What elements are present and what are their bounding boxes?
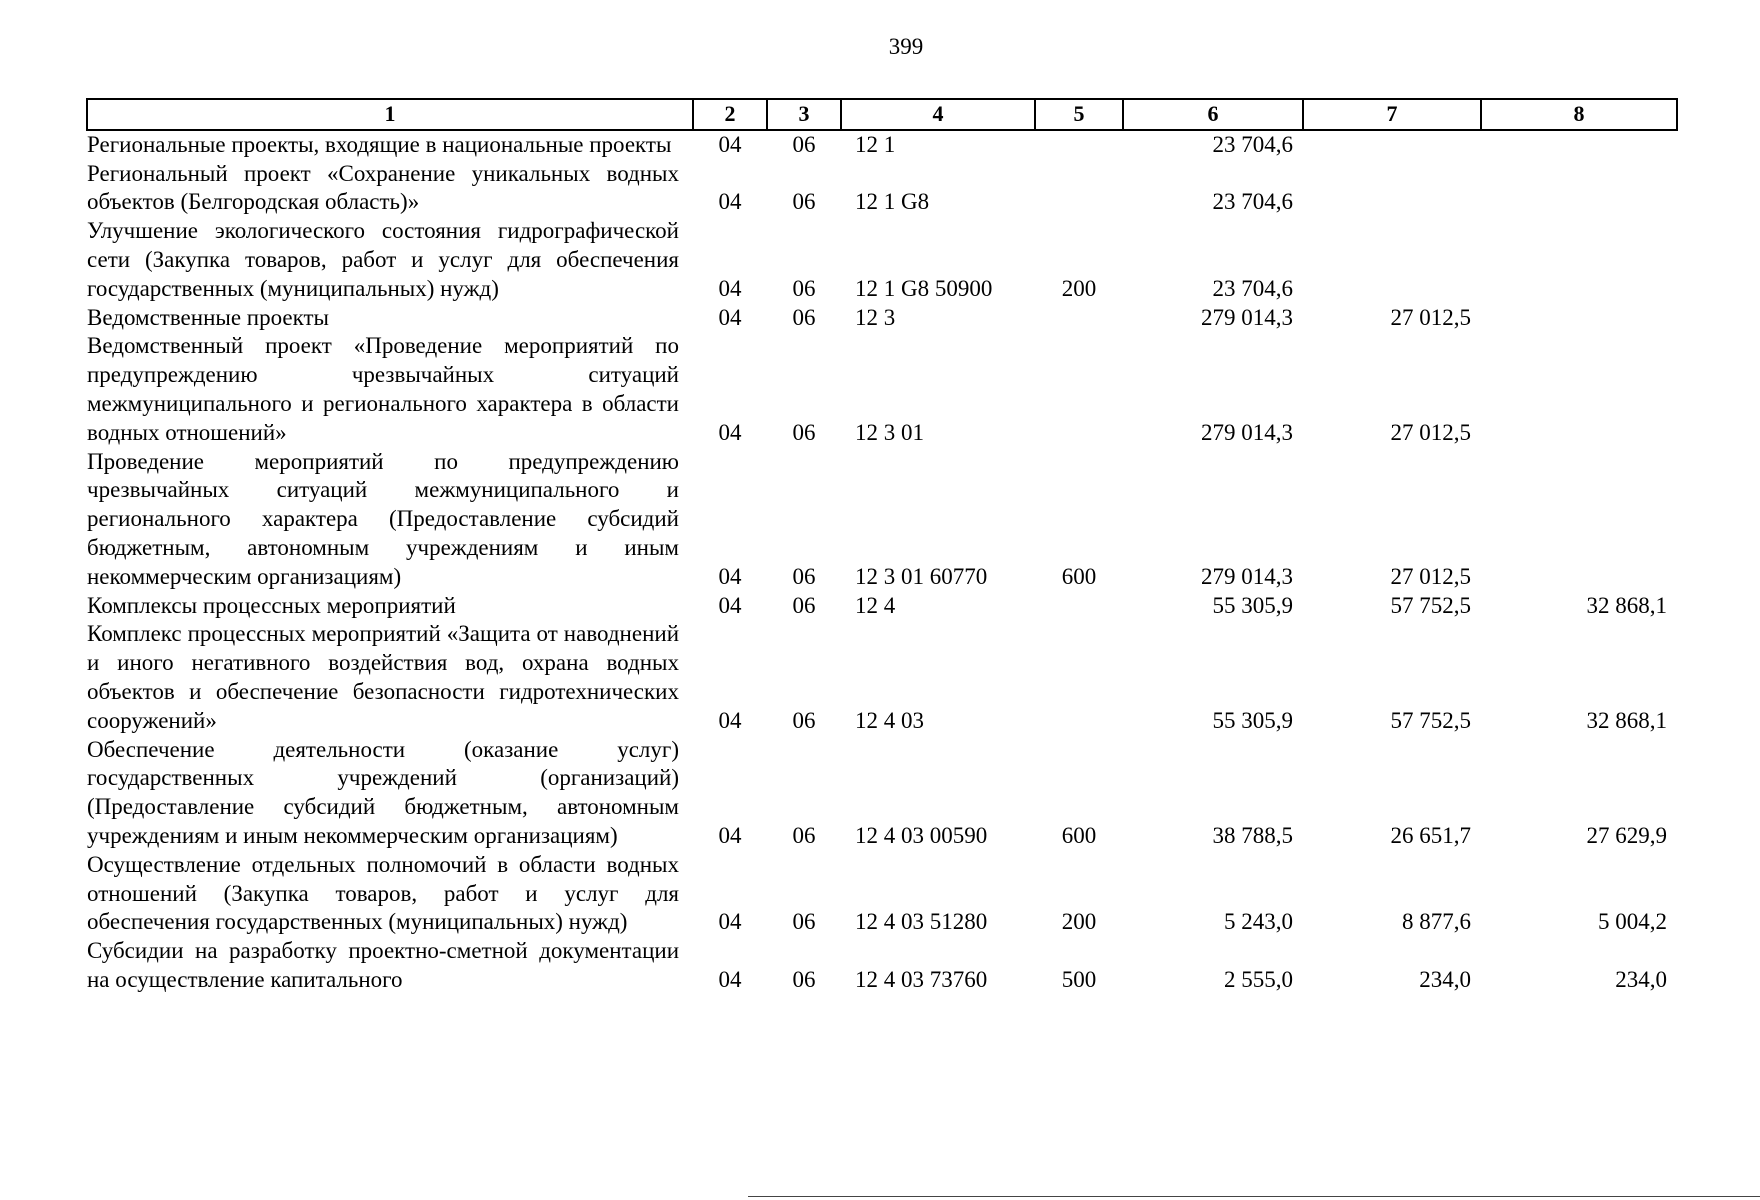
table-header-row <box>87 99 1677 130</box>
row-code-cell: 12 3 01 60770 <box>855 563 988 589</box>
table-row <box>87 160 1677 218</box>
row-code-cell: 12 1 G8 <box>855 189 930 215</box>
row-col-5-cell <box>1035 592 1123 621</box>
row-col-8-cell <box>1481 160 1677 218</box>
row-col-7-cell: 8 877,6 <box>1402 909 1471 935</box>
row-col-3-cell: 06 <box>792 592 816 618</box>
row-name-cell: Улучшение экологического состояния гидрографической сети (Закупка товаров, работ и услуг для обеспечения государственных (муниципальных) нужд) <box>87 218 679 301</box>
row-col-5-cell <box>1035 130 1123 160</box>
header-col-5: 5 <box>1035 99 1123 130</box>
header-col-4: 4 <box>841 99 1035 130</box>
header-col-2: 2 <box>693 99 767 130</box>
row-col-5-cell <box>1035 160 1123 218</box>
row-col-6-cell: 279 014,3 <box>1201 419 1293 445</box>
row-code-cell: 12 1 G8 50900 <box>855 275 993 301</box>
row-col-5-cell <box>1035 620 1123 735</box>
row-col-3-cell: 06 <box>792 966 816 992</box>
row-col-2-cell: 04 <box>718 822 742 848</box>
row-col-8-cell: 32 868,1 <box>1586 592 1667 618</box>
table-row <box>87 592 1677 621</box>
row-col-8-cell <box>1481 332 1677 447</box>
row-col-7-cell <box>1303 217 1481 303</box>
row-col-5-cell <box>1035 304 1123 333</box>
row-code-cell: 12 3 01 <box>855 419 924 445</box>
row-col-5-cell: 500 <box>1061 966 1097 992</box>
row-col-8-cell <box>1481 304 1677 333</box>
row-col-5-cell: 600 <box>1061 563 1097 589</box>
row-col-3-cell: 06 <box>792 304 816 330</box>
row-name-cell: Ведомственный проект «Проведение мероприятий по предупреждению чрезвычайных ситуаций межмуниципального и регионального характера в области водных отношений» <box>87 333 679 445</box>
row-col-2-cell: 04 <box>718 304 742 330</box>
row-col-3-cell: 06 <box>792 909 816 935</box>
row-col-5-cell: 200 <box>1061 275 1097 301</box>
row-col-8-cell <box>1481 217 1677 303</box>
bottom-rule <box>748 1196 1760 1197</box>
row-col-6-cell: 23 704,6 <box>1212 189 1293 215</box>
row-col-7-cell: 27 012,5 <box>1390 304 1471 330</box>
row-code-cell: 12 3 <box>855 304 896 330</box>
row-col-2-cell: 04 <box>718 419 742 445</box>
row-col-8-cell: 234,0 <box>1615 966 1667 992</box>
row-col-7-cell <box>1303 130 1481 160</box>
row-name-cell: Комплексы процессных мероприятий <box>87 592 456 618</box>
table-row <box>87 620 1677 735</box>
table-row <box>87 332 1677 447</box>
row-col-2-cell: 04 <box>718 131 742 157</box>
row-col-6-cell: 23 704,6 <box>1212 275 1293 301</box>
row-col-3-cell: 06 <box>792 275 816 301</box>
row-col-6-cell: 2 555,0 <box>1224 966 1293 992</box>
table-row <box>87 937 1677 995</box>
row-col-6-cell: 38 788,5 <box>1212 822 1293 848</box>
row-col-6-cell: 279 014,3 <box>1201 563 1293 589</box>
row-code-cell: 12 4 03 73760 <box>855 966 988 992</box>
row-code-cell: 12 1 <box>855 131 896 157</box>
row-col-8-cell <box>1481 448 1677 592</box>
row-col-3-cell: 06 <box>792 707 816 733</box>
row-col-7-cell: 57 752,5 <box>1390 592 1471 618</box>
table-row <box>87 304 1677 333</box>
row-code-cell: 12 4 03 <box>855 707 924 733</box>
row-col-3-cell: 06 <box>792 189 816 215</box>
header-col-6: 6 <box>1123 99 1303 130</box>
row-col-5-cell: 200 <box>1061 909 1097 935</box>
row-col-2-cell: 04 <box>718 966 742 992</box>
row-col-2-cell: 04 <box>718 707 742 733</box>
header-col-7: 7 <box>1303 99 1481 130</box>
row-col-5-cell: 600 <box>1061 822 1097 848</box>
row-col-3-cell: 06 <box>792 822 816 848</box>
header-col-1: 1 <box>87 99 693 130</box>
header-col-3: 3 <box>767 99 841 130</box>
row-col-8-cell: 5 004,2 <box>1598 909 1667 935</box>
row-col-6-cell: 279 014,3 <box>1201 304 1293 330</box>
row-col-7-cell: 27 012,5 <box>1390 419 1471 445</box>
header-col-8: 8 <box>1481 99 1677 130</box>
row-col-2-cell: 04 <box>718 563 742 589</box>
row-col-6-cell: 5 243,0 <box>1224 909 1293 935</box>
row-name-cell: Субсидии на разработку проектно-сметной документации на осуществление капитального <box>87 938 679 992</box>
row-name-cell: Региональный проект «Сохранение уникальных водных объектов (Белгородская область)» <box>87 160 679 215</box>
row-col-3-cell: 06 <box>792 131 816 157</box>
row-col-7-cell: 57 752,5 <box>1390 707 1471 733</box>
row-name-cell: Обеспечение деятельности (оказание услуг) государственных учреждений (организаций) (Предоставление субсидий бюджетным, автономным учреждениям и иным некоммерческим организациям) <box>87 736 679 848</box>
row-col-3-cell: 06 <box>792 419 816 445</box>
row-code-cell: 12 4 03 51280 <box>855 909 988 935</box>
row-name-cell: Региональные проекты, входящие в национальные проекты <box>87 131 672 157</box>
row-col-3-cell: 06 <box>792 563 816 589</box>
table-row <box>87 851 1677 937</box>
row-col-7-cell: 27 012,5 <box>1390 563 1471 589</box>
page-number: 399 <box>888 34 924 59</box>
row-col-8-cell <box>1481 130 1677 160</box>
row-col-8-cell: 27 629,9 <box>1586 822 1667 848</box>
row-col-5-cell <box>1035 332 1123 447</box>
row-col-7-cell: 234,0 <box>1419 966 1471 992</box>
row-col-2-cell: 04 <box>718 909 742 935</box>
row-col-7-cell <box>1303 160 1481 218</box>
row-name-cell: Ведомственные проекты <box>87 304 329 330</box>
table-body <box>87 130 1677 995</box>
row-col-8-cell: 32 868,1 <box>1586 707 1667 733</box>
row-name-cell: Осуществление отдельных полномочий в области водных отношений (Закупка товаров, работ и услуг для обеспечения государственных (муниципальных) нужд) <box>87 851 679 935</box>
row-name-cell: Комплекс процессных мероприятий «Защита от наводнений и иного негативного воздействия вод, охрана водных объектов и обеспечение безопасности гидротехнических сооружений» <box>87 621 679 733</box>
row-code-cell: 12 4 03 00590 <box>855 822 988 848</box>
table-row <box>87 217 1677 303</box>
row-col-6-cell: 55 305,9 <box>1212 707 1293 733</box>
row-code-cell: 12 4 <box>855 592 896 618</box>
table-row <box>87 448 1677 592</box>
budget-table <box>86 98 1678 995</box>
table-row <box>87 130 1677 160</box>
row-col-6-cell: 55 305,9 <box>1212 592 1293 618</box>
table-row <box>87 736 1677 851</box>
row-col-2-cell: 04 <box>718 189 742 215</box>
row-col-7-cell: 26 651,7 <box>1390 822 1471 848</box>
row-col-2-cell: 04 <box>718 275 742 301</box>
row-col-6-cell: 23 704,6 <box>1212 131 1293 157</box>
row-col-2-cell: 04 <box>718 592 742 618</box>
row-name-cell: Проведение мероприятий по предупреждению чрезвычайных ситуаций межмуниципального и регионального характера (Предоставление субсидий бюджетным, автономным учреждениям и иным некоммерческим организациям) <box>87 448 679 589</box>
